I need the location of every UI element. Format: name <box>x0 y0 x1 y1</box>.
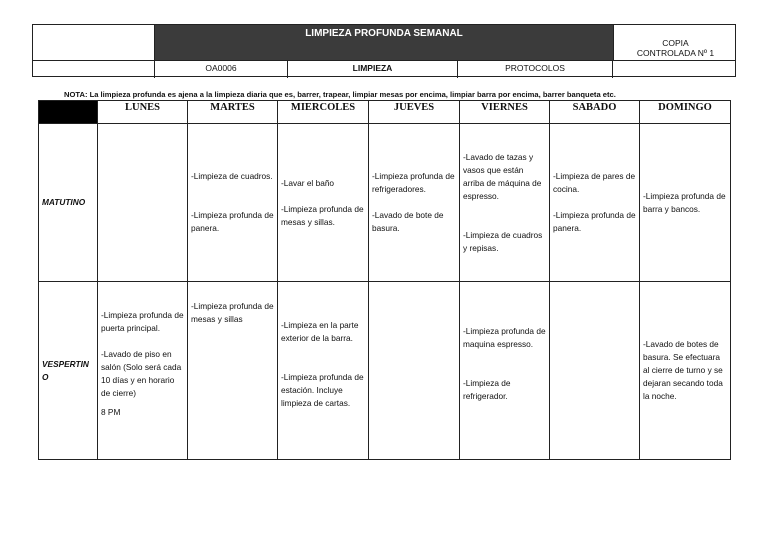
task-item: -Limpieza profunda de refrigeradores. <box>372 171 455 194</box>
document-code: OA0006 <box>155 61 288 78</box>
task-item: -Lavar el baño <box>281 177 335 188</box>
task-item: -Lavado de botes de basura. Se efectuara al cierre de turno y se dejaran secando toda la noche. <box>643 339 723 401</box>
vespertino-miercoles-cell <box>278 282 369 460</box>
row-label-vespertino <box>39 282 98 460</box>
logo-area <box>33 25 155 60</box>
day-header-martes: MARTES <box>188 101 278 124</box>
task-item: -Limpieza profunda de mesas y sillas <box>191 301 274 324</box>
task-item: -Limpieza profunda de mesas y sillas. <box>281 203 364 227</box>
task-item: -Limpieza profunda de estación. Incluye limpieza de cartas. <box>281 371 364 408</box>
task-item: -Limpieza de refrigerador. <box>463 378 511 401</box>
task-item: -Limpieza de cuadros. <box>191 171 273 181</box>
task-item: -Lavado de tazas y vasos que están arriba de máquina de espresso. <box>463 151 542 201</box>
task-item: -Limpieza profunda de puerta principal. <box>101 310 184 333</box>
row-label-line-2: O <box>42 371 49 382</box>
note-text: NOTA: La limpieza profunda es ajena a la limpieza diaria que es, barrer, trapear, limpiar mesas por encima, limpiar barra por encima, barrer banqueta etc. <box>64 90 616 99</box>
row-label-line-1: VESPERTIN <box>42 358 89 369</box>
task-item: -Lavado de bote de basura. <box>372 210 444 233</box>
vespertino-martes-cell <box>188 282 278 460</box>
day-header-viernes: VIERNES <box>460 101 550 124</box>
corner-cell <box>39 101 98 124</box>
matutino-miercoles-cell <box>278 124 369 282</box>
cleaning-schedule-table <box>38 100 731 460</box>
task-item: -Limpieza profunda de barra y bancos. <box>643 190 726 214</box>
vespertino-domingo-cell <box>640 282 731 460</box>
copy-label <box>613 25 737 60</box>
matutino-row <box>39 124 731 282</box>
day-header-jueves: JUEVES <box>369 101 460 124</box>
document-header <box>32 24 736 77</box>
day-header-miercoles: MIERCOLES <box>278 101 369 124</box>
task-item: -Limpieza profunda de panera. <box>191 210 274 233</box>
vespertino-row <box>39 282 731 460</box>
vespertino-lunes-cell <box>98 282 188 460</box>
meta-empty-cell <box>33 61 155 78</box>
document-category: LIMPIEZA <box>288 61 458 78</box>
days-header-row <box>39 101 731 124</box>
row-label-matutino: MATUTINO <box>39 124 98 282</box>
meta-blank-cell <box>613 61 735 78</box>
task-item: -Limpieza en la parte exterior de la barra. <box>281 319 359 343</box>
header-meta-row <box>33 60 735 78</box>
document-type: PROTOCOLOS <box>458 61 613 78</box>
matutino-sabado-cell <box>550 124 640 282</box>
day-header-lunes: LUNES <box>98 101 188 124</box>
copy-line-2: CONTROLADA Nº 1 <box>636 48 715 58</box>
task-item: -Limpieza de pares de cocina. <box>553 171 636 194</box>
matutino-jueves-cell <box>369 124 460 282</box>
document-title: LIMPIEZA PROFUNDA SEMANAL <box>155 25 613 60</box>
matutino-domingo-cell <box>640 124 731 282</box>
vespertino-viernes-cell <box>460 282 550 460</box>
vespertino-jueves-cell <box>369 282 460 460</box>
task-item: -Lavado de piso en salón (Solo será cada 10 días y en horario de cierre) <box>101 349 182 398</box>
task-item: 8 PM <box>101 407 121 417</box>
matutino-lunes-cell <box>98 124 188 282</box>
task-item: -Limpieza de cuadros y repisas. <box>463 229 543 253</box>
day-header-domingo: DOMINGO <box>640 101 731 124</box>
copy-line-1: COPIA <box>662 38 689 48</box>
matutino-viernes-cell <box>460 124 550 282</box>
task-item: -Limpieza profunda de maquina espresso. <box>463 326 546 349</box>
vespertino-sabado-cell <box>550 282 640 460</box>
matutino-martes-cell <box>188 124 278 282</box>
task-item: -Limpieza profunda de panera. <box>553 210 636 233</box>
day-header-sabado: SABADO <box>550 101 640 124</box>
